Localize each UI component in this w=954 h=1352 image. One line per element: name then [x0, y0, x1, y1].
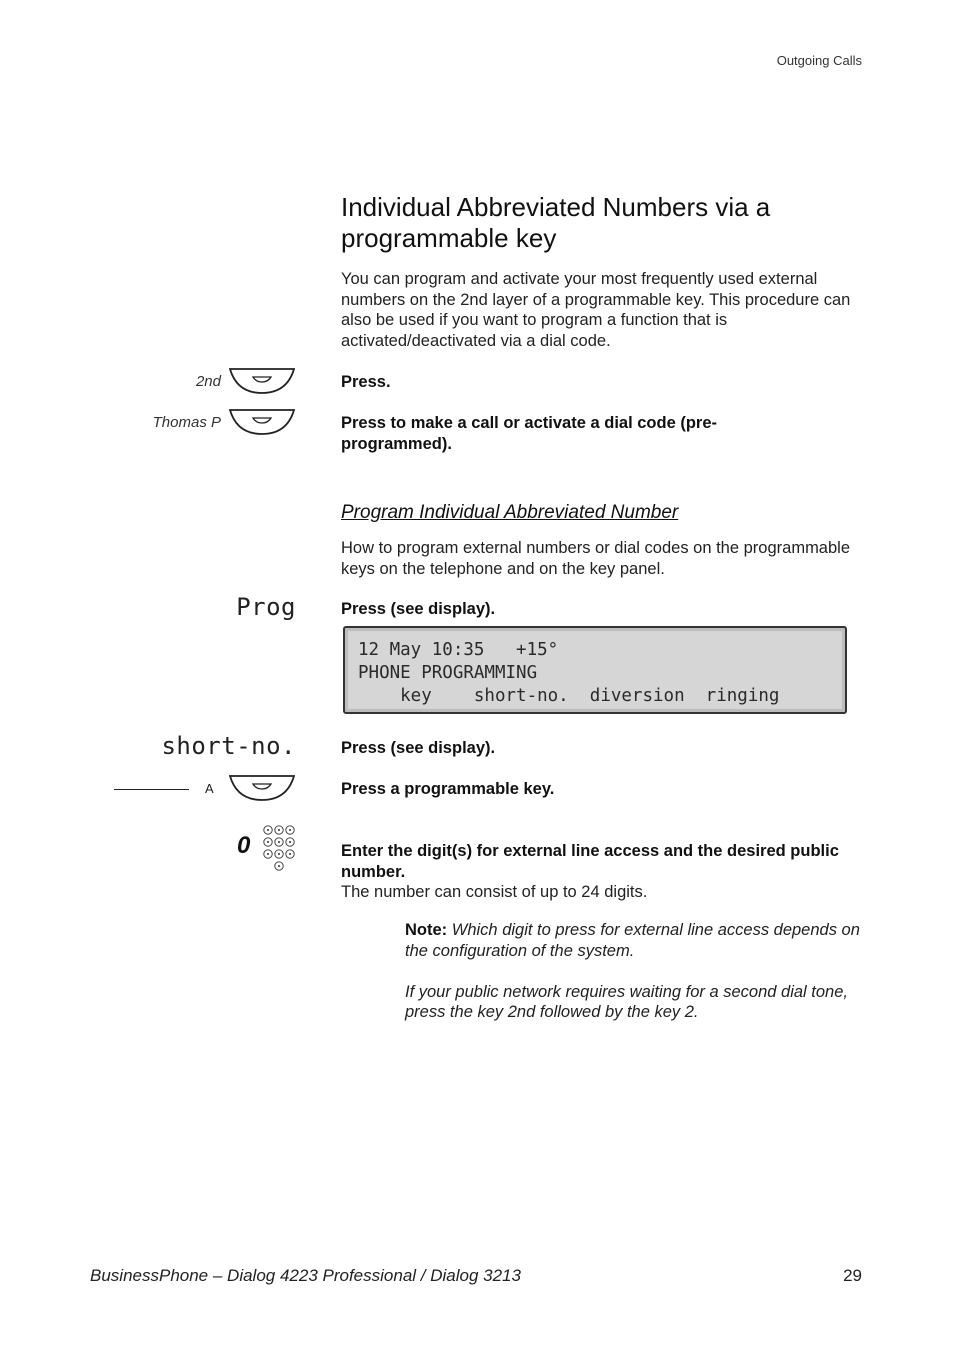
programmable-key-icon — [229, 775, 295, 801]
step-key-a-text: Press a programmable key. — [341, 780, 555, 798]
step-prog-text: Press (see display). — [341, 600, 496, 618]
running-header: Outgoing Calls — [776, 53, 862, 68]
page-title: Individual Abbreviated Numbers via a programmable key — [341, 192, 771, 253]
key-label-2nd: 2nd — [195, 373, 221, 390]
footer-title: BusinessPhone – Dialog 4223 Professional / Dialog 3213 — [90, 1266, 521, 1285]
label-line — [114, 789, 189, 790]
key-label-a: A — [205, 781, 214, 796]
step-short-no-text: Press (see display). — [341, 739, 496, 757]
programmable-key-icon — [229, 368, 295, 394]
sub-intro-paragraph: How to program external numbers or dial codes on the programmable keys on the telephone and on the key panel. — [341, 539, 851, 578]
note-label: Note: — [405, 921, 448, 939]
digit-step-normal: The number can consist of up to 24 digits. — [341, 883, 648, 901]
digit-zero: 0 — [237, 832, 251, 859]
digit-step-block — [341, 841, 861, 903]
display-line-2: PHONE PROGRAMMING — [358, 663, 538, 683]
note-text-1: Which digit to press for external line access depends on the configuration of the system. — [405, 921, 860, 960]
key-label-thomas-p: Thomas P — [152, 414, 221, 431]
step-press-text: Press. — [341, 373, 391, 391]
programmable-key-icon — [229, 409, 295, 435]
intro-paragraph: You can program and activate your most frequently used external numbers on the 2nd layer of a programmable key. This procedure can also be used if you want to program a function that is activated/deactivated via a dial code. — [341, 270, 851, 350]
note-text-2: If your public network requires waiting for a second dial tone, press the key 2nd followed by the key 2. — [405, 982, 848, 1021]
page-number: 29 — [843, 1266, 862, 1285]
softkey-prog-label: Prog — [236, 593, 296, 621]
note-block — [405, 920, 865, 1023]
keypad-icon — [262, 824, 296, 874]
display-line-3: key short-no. diversion ringing — [358, 686, 780, 706]
softkey-short-no-label: short-no. — [161, 732, 296, 760]
section-subtitle: Program Individual Abbreviated Number — [341, 502, 679, 523]
step-call-text: Press to make a call or activate a dial code (pre-programmed). — [341, 414, 718, 453]
phone-display — [343, 626, 847, 714]
note-paragraph-1 — [405, 920, 865, 961]
digit-step-bold: Enter the digit(s) for external line access and the desired public number. — [341, 842, 839, 881]
display-line-1: 12 May 10:35 +15° — [358, 640, 559, 660]
